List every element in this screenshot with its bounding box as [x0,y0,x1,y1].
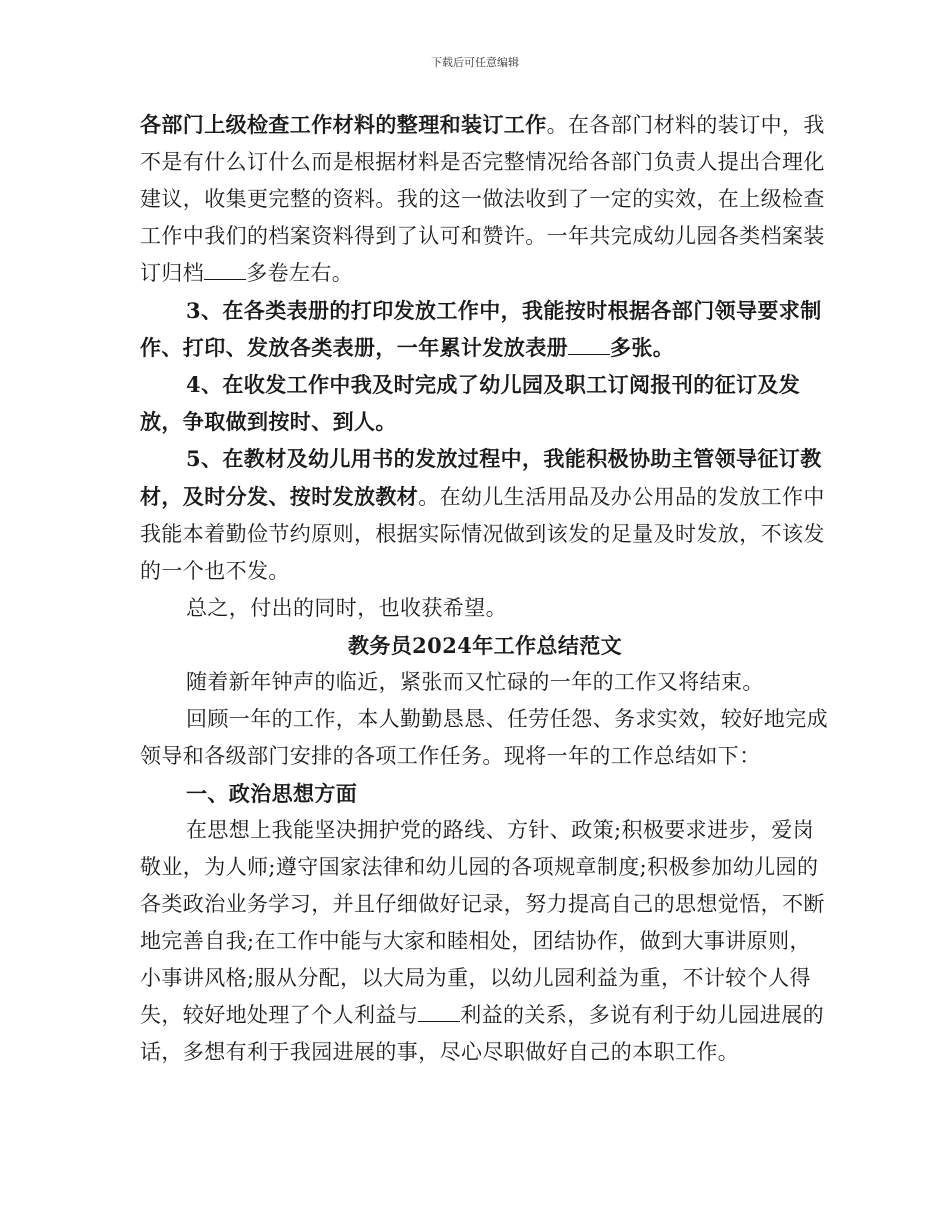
paragraph-text: 利益的关系，多说有利于幼儿园进展的话，多想有利于我园进展的事，尽心尽职做好自己的本职工作。 [140,1003,825,1064]
paragraph-summary: 总之，付出的同时，也收获希望。 [186,596,507,620]
paragraph-bold-lead: 5、在教材及幼儿用书的发放过程中，我能积极协助主管领导征订教材，及时分发、按时发放教材 [140,446,822,509]
paragraph-text: 多张。 [610,335,675,360]
fill-in-blank [204,257,246,280]
section-heading-politics: 一、政治思想方面 [186,781,358,806]
document-body [140,106,830,1071]
paragraph-politics [140,812,830,1071]
paragraph-item-5 [140,440,830,590]
paragraph-text: 在思想上我能坚决拥护党的路线、方针、政策;积极要求进步，爱岗敬业，为人师;遵守国家法律和幼儿园的各项规章制度;积极参加幼儿园的各类政治业务学习，并且仔细做好记录，努力提高自己的思想觉悟，不断地完善自我;在工作中能与大家和睦相处，团结协作，做到大事讲原则，小事讲风格;服从分配，以大局为重，以幼儿园利益为重，不计较个人得失，较好地处理了个人利益与 [140,818,825,1027]
paragraph-intro: 随着新年钟声的临近，紧张而又忙碌的一年的工作又将结束。 [186,670,764,694]
section-title: 教务员2024年工作总结范文 [347,633,623,658]
paragraph-text: 3、在各类表册的打印发放工作中，我能按时根据各部门领导要求制作、打印、发放各类表册，一年累计发放表册 [140,298,822,360]
fill-in-blank [418,999,460,1022]
paragraph-item-3 [140,292,830,366]
paragraph-bold-lead: 各部门上级检查工作材料的整理和装订工作 [140,112,547,137]
paragraph-binding-work [140,106,830,292]
paragraph-text: 多卷左右。 [246,261,354,285]
fill-in-blank [568,332,610,355]
paragraph-item-4: 4、在收发工作中我及时完成了幼儿园及职工订阅报刊的征订及发放，争取做到按时、到人。 [140,372,801,434]
paragraph-text: 。在各部门材料的装订中，我不是有什么订什么而是根据材料是否完整情况给各部门负责人提出合理化建议，收集更完整的资料。我的这一做法收到了一定的实效，在上级检查工作中我们的档案资料得到了认可和赞许。一年共完成幼儿园各类档案装订归档 [140,113,825,285]
paragraph-review: 回顾一年的工作，本人勤勤恳恳、任劳任怨、务求实效，较好地完成领导和各级部门安排的各项工作任务。现将一年的工作总结如下： [140,707,828,768]
page-header: 下载后可任意编辑 [431,56,519,69]
paragraph-text: 。在幼儿生活用品及办公用品的发放工作中我能本着勤俭节约原则，根据实际情况做到该发的足量及时发放，不该发的一个也不发。 [140,485,825,583]
